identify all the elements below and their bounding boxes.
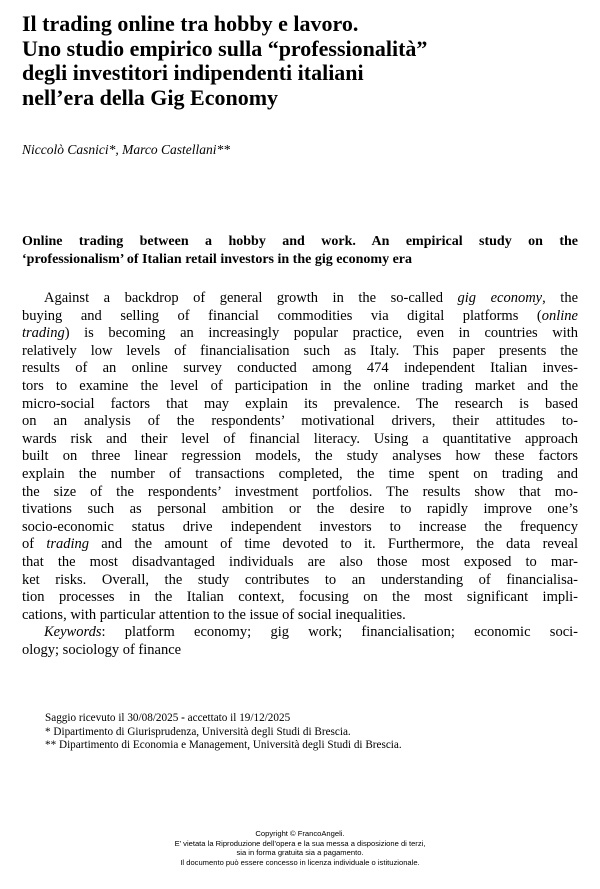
abstract-line: trading) is becoming an increasingly popular practice, even in countries with	[22, 325, 578, 342]
abstract-line: micro-social factors that may explain its prevalence. The research is based	[22, 395, 578, 412]
keywords-label: Keywords	[44, 624, 102, 641]
keywords-line: Keywords: platform economy; gig work; financialisation; economic soci-	[44, 624, 578, 641]
copyright-line: Copyright © FrancoAngeli.	[255, 829, 345, 838]
copyright-line: Il documento può essere concesso in licenza individuale o istituzionale.	[180, 857, 420, 867]
english-title	[22, 233, 578, 269]
copyright-notice	[0, 829, 600, 867]
copyright-line: sia in forma gratuita sia a pagamento.	[236, 848, 364, 858]
affiliation-note: ** Dipartimento di Economia e Management, Università degli Studi di Brescia.	[45, 739, 402, 752]
date-separator: -	[181, 712, 185, 724]
title-line: Il trading online tra hobby e lavoro.	[22, 11, 359, 36]
abstract	[22, 290, 578, 659]
abstract-line: of trading and the amount of time devoted to it. Furthermore, the data reveal	[22, 536, 578, 553]
emphasis: gig economy	[457, 290, 543, 306]
title-line: degli investitori indipendenti italiani	[22, 60, 364, 85]
copyright-line: E’ vietata la Riproduzione dell’opera e la sua messa a disposizione di terzi,	[174, 838, 426, 848]
abstract-line: the size of the respondents’ investment portfolios. The results show that mo-	[22, 483, 578, 500]
abstract-line: ket risks. Overall, the study contributes to an understanding of financialisa-	[22, 571, 578, 588]
abstract-line: socio-economic status drive independent investors to increase the frequency	[22, 518, 578, 535]
emphasis: trading	[22, 325, 65, 342]
authors: Niccolò Casnici*, Marco Castellani**	[22, 142, 230, 157]
abstract-line: built on three linear regression models, the study analyses how these factors	[22, 448, 578, 465]
abstract-line: buying and selling of financial commodities via digital platforms (online	[22, 307, 578, 324]
abstract-line: tion processes in the Italian context, focusing on the most significant impli-	[22, 589, 578, 606]
abstract-line: Against a backdrop of general growth in the so-called gig economy, the	[44, 290, 579, 306]
abstract-line: tivations such as personal ambition or the desire to rapidly improve one’s	[22, 501, 578, 518]
title-line: Uno studio empirico sulla “professionalità”	[22, 35, 428, 61]
abstract-line: relatively low levels of financialisation such as Italy. This paper presents the	[22, 342, 578, 359]
abstract-line: cations, with particular attention to the issue of social inequalities.	[22, 606, 406, 623]
abstract-line: that the most disadvantaged individuals are also those most exposed to mar-	[22, 553, 578, 570]
english-title-line: ‘professionalism’ of Italian retail investors in the gig economy era	[22, 252, 413, 267]
submission-dates: Saggio ricevuto il 30/08/2025 - accettato il 19/12/2025	[45, 712, 291, 724]
keywords-line: ology; sociology of finance	[22, 641, 182, 658]
abstract-line: wards risk and their level of financial literacy. Using a quantitative approach	[22, 430, 578, 447]
abstract-line: tors to examine the level of participation in the online trading market and the	[22, 377, 578, 394]
abstract-line: explain the number of transactions completed, the time spent on trading and	[22, 465, 578, 482]
abstract-line: on an analysis of the respondents’ motivational drivers, their attitudes to-	[22, 413, 578, 430]
affiliation-note: * Dipartimento di Giurisprudenza, Università degli Studi di Brescia.	[45, 725, 351, 738]
abstract-line: results of an online survey conducted among 474 independent Italian inves-	[22, 360, 578, 377]
emphasis: trading	[46, 536, 90, 553]
english-title-line: Online trading between a hobby and work. An empirical study on the	[22, 234, 578, 249]
article-title	[22, 12, 582, 110]
footnotes	[45, 712, 402, 753]
title-line: nell’era della Gig Economy	[22, 84, 279, 110]
emphasis: online	[541, 307, 578, 324]
